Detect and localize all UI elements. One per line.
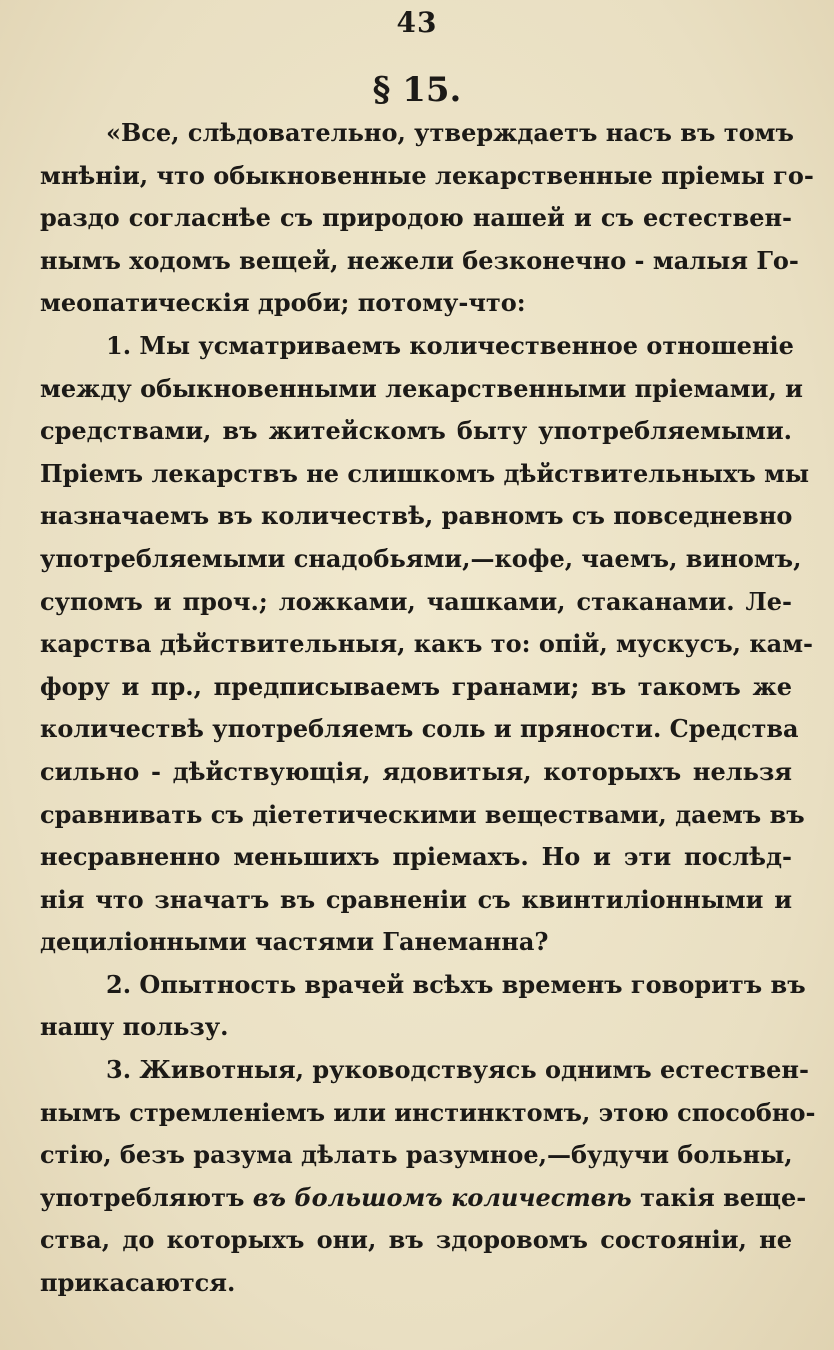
text-line: между обыкновенными лекарственными пріемами, и	[40, 373, 803, 403]
text-line: супомъ и проч.; ложками, чашками, стаканами. Ле-	[40, 586, 792, 616]
text-line: назначаемъ въ количествѣ, равномъ съ повседневно	[40, 501, 793, 531]
text-line: употребляемыми снадобьями,—кофе, чаемъ, виномъ,	[40, 543, 802, 573]
text-line: нымъ стремленіемъ или инстинктомъ, этою способно-	[40, 1097, 816, 1127]
text-line: средствами, въ житейскомъ быту употребляемыми.	[40, 416, 792, 446]
text-line: сильно - дѣйствующія, ядовитыя, которыхъ нельзя	[40, 756, 792, 786]
text-line: несравненно меньшихъ пріемахъ. Но и эти послѣд-	[40, 842, 792, 872]
text-line: 3. Животныя, руководствуясь однимъ естествен-	[106, 1055, 809, 1085]
text-line: прикасаются.	[40, 1268, 236, 1298]
text-line: нымъ ходомъ вещей, нежели безконечно - малыя Го-	[40, 245, 799, 275]
text-line: нашу пользу.	[40, 1012, 229, 1042]
text-line: «Все, слѣдовательно, утверждаетъ насъ въ томъ	[106, 118, 794, 147]
text-line: раздо согласнѣе съ природою нашей и съ естествен-	[40, 203, 792, 233]
text-line: мнѣніи, что обыкновенные лекарственные пріемы го-	[40, 160, 814, 190]
text-line: меопатическія дроби; потому-что:	[40, 288, 526, 318]
text-line-with-emphasis	[40, 1177, 807, 1220]
emphasis-text: въ большомъ количествѣ	[252, 1182, 632, 1212]
section-heading: § 15.	[372, 70, 462, 110]
text-span: такія веще-	[631, 1182, 807, 1212]
text-line: 2. Опытность врачей всѣхъ временъ говоритъ въ	[106, 969, 806, 999]
text-line: Пріемъ лекарствъ не слишкомъ дѣйствительныхъ мы	[40, 458, 810, 488]
text-line: количествѣ употребляемъ соль и пряности. Средства	[40, 714, 799, 744]
text-span: употребляютъ	[40, 1182, 253, 1212]
page-number: 43	[396, 6, 438, 39]
text-line: ства, до которыхъ они, въ здоровомъ состояніи, не	[40, 1225, 792, 1255]
text-line: фору и пр., предписываемъ гранами; въ такомъ же	[40, 671, 792, 701]
paragraph-point-1	[40, 325, 814, 964]
text-line: нія что значатъ въ сравненіи съ квинтиліонными и	[40, 884, 792, 914]
paragraph-point-2	[40, 964, 806, 1049]
text-line: карства дѣйствительныя, какъ то: опій, мускусъ, кам-	[40, 629, 814, 659]
text-line: стію, безъ разума дѣлать разумное,—будучи больны,	[40, 1140, 793, 1170]
body-text	[40, 112, 816, 1305]
paragraph-point-3	[40, 1049, 816, 1305]
paragraph-intro	[40, 112, 814, 325]
text-line: дециліонными частями Ганеманна?	[40, 927, 549, 957]
text-line: 1. Мы усматриваемъ количественное отношеніе	[106, 330, 794, 360]
text-line: сравнивать съ діететическими веществами, даемъ въ	[40, 799, 805, 829]
